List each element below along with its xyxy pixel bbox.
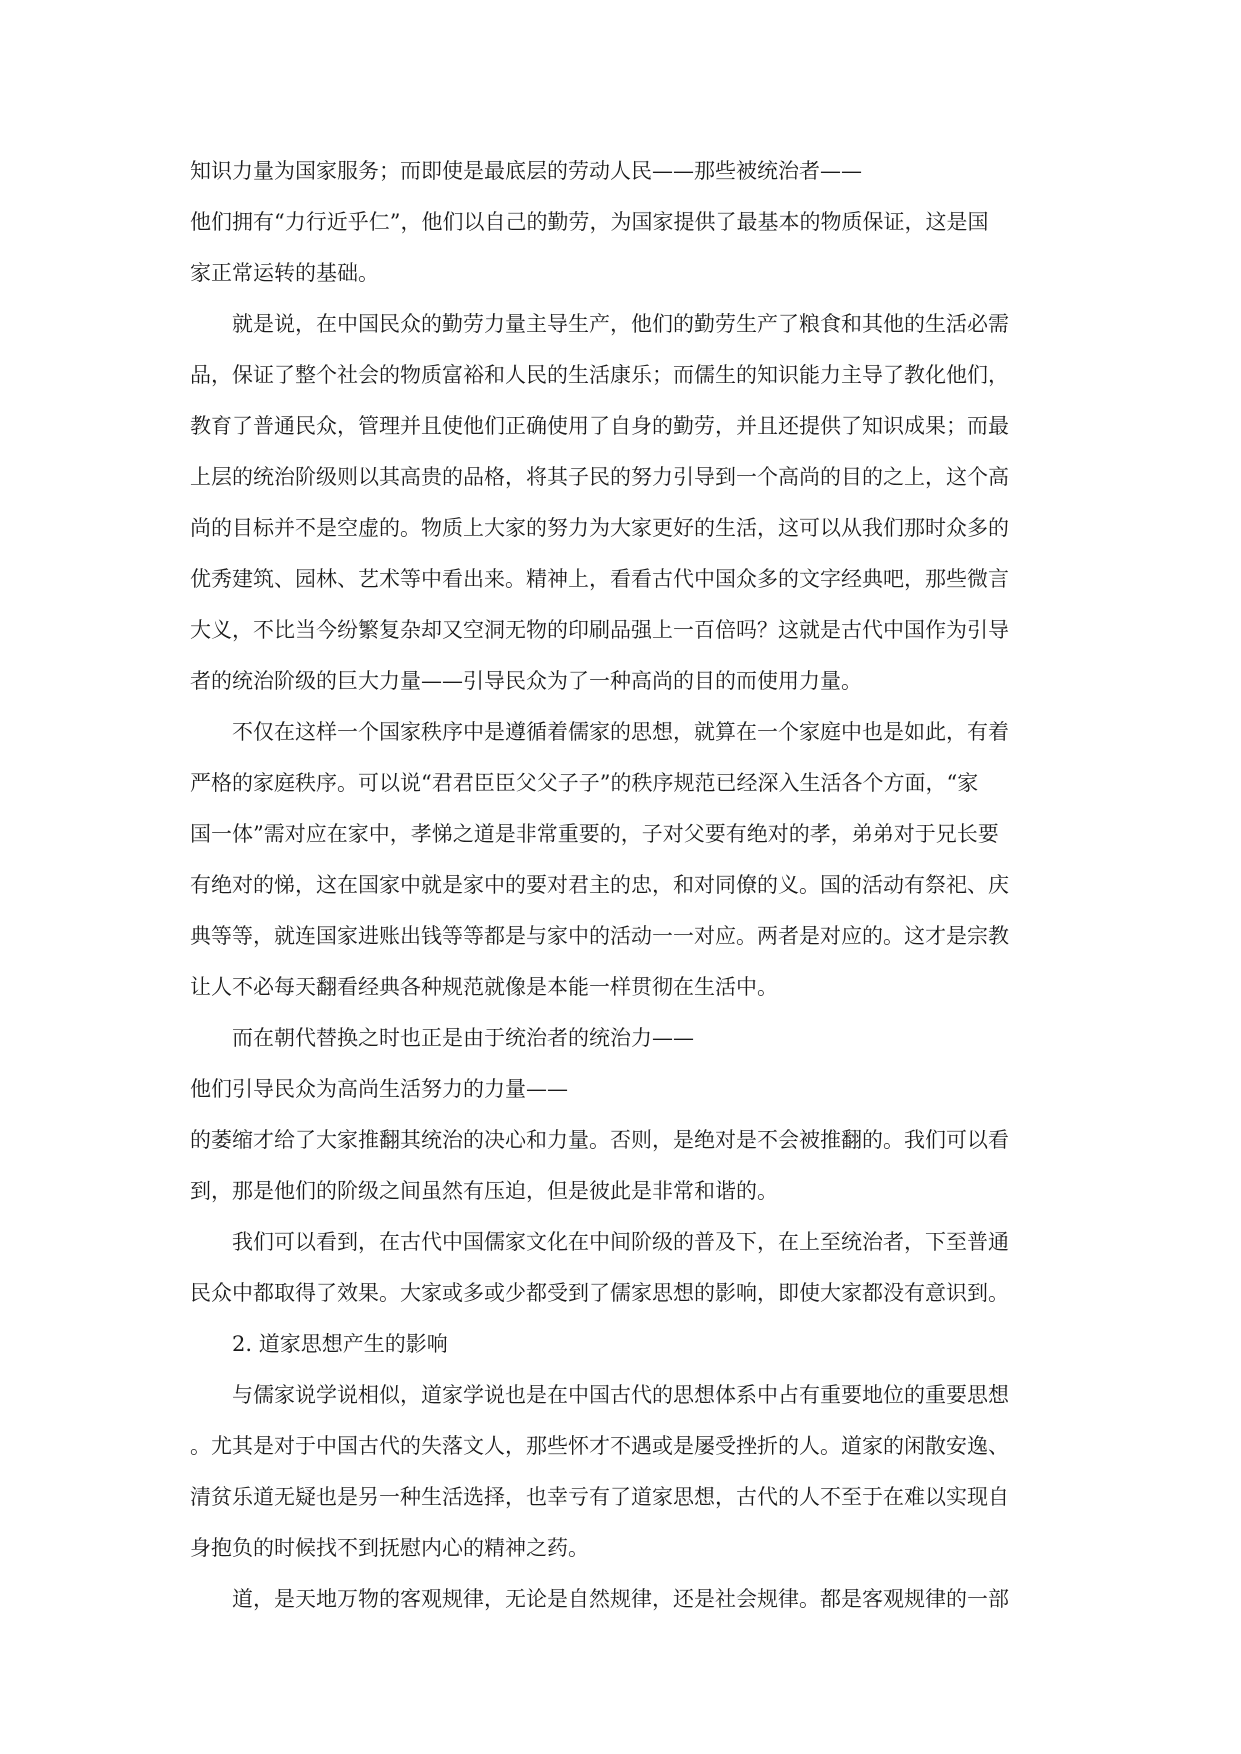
text-line: 国一体”需对应在家中，孝悌之道是非常重要的，子对父要有绝对的孝，弟弟对于兄长要 (190, 822, 999, 846)
text-line: 尚的目标并不是空虚的。物质上大家的努力为大家更好的生活，这可以从我们那时众多的 (190, 516, 1009, 540)
text-line: 而在朝代替换之时也正是由于统治者的统治力—— (232, 1026, 694, 1050)
text-line: 身抱负的时候找不到抚慰内心的精神之药。 (190, 1536, 589, 1560)
text-line: 品，保证了整个社会的物质富裕和人民的生活康乐；而儒生的知识能力主导了教化他们， (190, 363, 1009, 387)
text-line: 不仅在这样一个国家秩序中是遵循着儒家的思想，就算在一个家庭中也是如此，有着 (232, 720, 1009, 744)
text-line: 优秀建筑、园林、艺术等中看出来。精神上，看看古代中国众多的文字经典吧，那些微言 (190, 567, 1009, 591)
text-line: 就是说，在中国民众的勤劳力量主导生产，他们的勤劳生产了粮食和其他的生活必需 (232, 312, 1009, 336)
text-line: 的萎缩才给了大家推翻其统治的决心和力量。否则，是绝对是不会被推翻的。我们可以看 (190, 1128, 1009, 1152)
text-line: 让人不必每天翻看经典各种规范就像是本能一样贯彻在生活中。 (190, 975, 778, 999)
section-heading: 2. 道家思想产生的影响 (232, 1332, 448, 1356)
text-line: 大义，不比当今纷繁复杂却又空洞无物的印刷品强上一百倍吗？这就是古代中国作为引导 (190, 618, 1009, 642)
text-line: 教育了普通民众，管理并且使他们正确使用了自身的勤劳，并且还提供了知识成果；而最 (190, 414, 1009, 438)
document-body (190, 159, 1050, 1638)
text-line: 清贫乐道无疑也是另一种生活选择，也幸亏有了道家思想，古代的人不至于在难以实现自 (190, 1485, 1009, 1509)
text-line: 与儒家说学说相似，道家学说也是在中国古代的思想体系中占有重要地位的重要思想 (232, 1383, 1009, 1407)
text-line: 者的统治阶级的巨大力量——引导民众为了一种高尚的目的而使用力量。 (190, 669, 862, 693)
text-line: 有绝对的悌，这在国家中就是家中的要对君主的忠，和对同僚的义。国的活动有祭祀、庆 (190, 873, 1009, 897)
text-line: 家正常运转的基础。 (190, 261, 379, 285)
text-line: 他们引导民众为高尚生活努力的力量—— (190, 1077, 568, 1101)
text-line: 民众中都取得了效果。大家或多或少都受到了儒家思想的影响，即使大家都没有意识到。 (190, 1281, 1009, 1305)
text-line: 典等等，就连国家进账出钱等等都是与家中的活动一一对应。两者是对应的。这才是宗教 (190, 924, 1009, 948)
text-line: 严格的家庭秩序。可以说“君君臣臣父父子子”的秩序规范已经深入生活各个方面，“家 (190, 771, 979, 795)
text-line: 知识力量为国家服务；而即使是最底层的劳动人民——那些被统治者—— (190, 159, 862, 183)
text-line: 。尤其是对于中国古代的失落文人，那些怀才不遇或是屡受挫折的人。道家的闲散安逸、 (190, 1434, 1009, 1458)
text-line: 他们拥有“力行近乎仁”，他们以自己的勤劳，为国家提供了最基本的物质保证，这是国 (190, 210, 989, 234)
text-line: 上层的统治阶级则以其高贵的品格，将其子民的努力引导到一个高尚的目的之上，这个高 (190, 465, 1009, 489)
text-line: 到，那是他们的阶级之间虽然有压迫，但是彼此是非常和谐的。 (190, 1179, 778, 1203)
text-line: 我们可以看到，在古代中国儒家文化在中间阶级的普及下，在上至统治者，下至普通 (232, 1230, 1009, 1254)
text-line: 道，是天地万物的客观规律，无论是自然规律，还是社会规律。都是客观规律的一部 (232, 1587, 1009, 1611)
